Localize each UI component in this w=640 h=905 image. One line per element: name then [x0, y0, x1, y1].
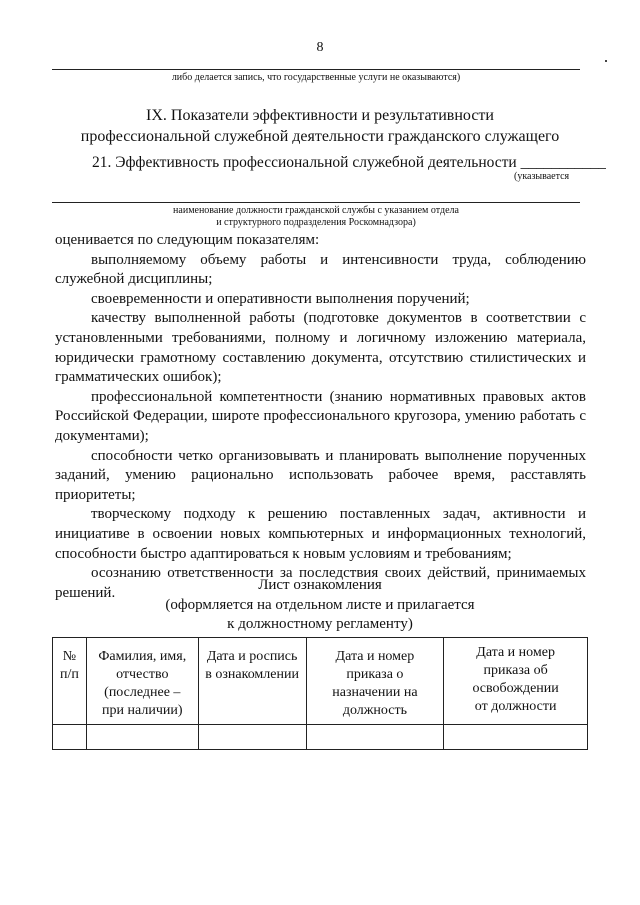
paragraph: оценивается по следующим показателям:: [55, 232, 320, 248]
heading-line-2: профессиональной служебной деятельности гражданского служащего: [80, 128, 560, 145]
top-note: либо делается запись, что государственные услуги не оказываются): [171, 72, 461, 83]
position-note-line-1: наименование должности гражданской службы с указанием отдела: [173, 205, 459, 216]
scan-speck: [605, 60, 607, 62]
table-cell[interactable]: [86, 725, 198, 750]
header-number: № п/п: [53, 638, 87, 725]
heading-line-1: IX. Показатели эффективности и результативности: [146, 107, 494, 124]
position-note-line-2: и структурного подразделения Роскомнадзора): [216, 217, 416, 228]
paragraph: качеству выполненной работы (подготовке документов в соответствии с установленными требованиями, полному и логичному изложению материала, юридически грамотному составлению документа, отсутствию стилистических и грамматических ошибок);: [55, 310, 586, 386]
header-full-name: Фамилия, имя, отчество (последнее – при наличии): [86, 638, 198, 725]
table-header-row: [53, 638, 588, 725]
position-note: [52, 205, 580, 229]
specify-note: (указывается: [514, 171, 570, 182]
page-number: 8: [316, 40, 324, 55]
sheet-title-line-1: Лист ознакомления: [258, 577, 382, 593]
sheet-title-line-2: (оформляется на отдельном листе и прилагается: [165, 596, 475, 613]
item-21-label: 21. Эффективность профессиональной служебной деятельности ___________: [92, 154, 606, 171]
paragraph: способности четко организовывать и планировать выполнение порученных заданий, умению рационально использовать рабочее время, расставлять приоритеты;: [55, 447, 586, 503]
position-rule: [52, 202, 580, 203]
paragraph: своевременности и оперативности выполнения поручений;: [91, 290, 470, 307]
acquaintance-sheet-title: [0, 576, 640, 635]
table-cell[interactable]: [198, 725, 306, 750]
section-heading: [40, 105, 600, 147]
paragraph: профессиональной компетентности (знанию нормативных правовых актов Российской Федерации, широте профессионального кругозора, умению работать с документами);: [55, 388, 586, 444]
header-acquaintance-date: Дата и роспись в ознакомлении: [198, 638, 306, 725]
paragraph: творческому подходу к решению поставленных задач, активности и инициативе в освоении новых компьютерных и информационных технологий, способности быстро адаптироваться к новым условиям и требованиям;: [55, 506, 586, 562]
table-cell[interactable]: [53, 725, 87, 750]
paragraph: выполняемому объему работы и интенсивности труда, соблюдению служебной дисциплины;: [55, 251, 586, 288]
table-row: [53, 725, 588, 750]
header-dismissal-order: Дата и номер приказа об освобождении от должности: [444, 638, 588, 725]
table-cell[interactable]: [444, 725, 588, 750]
table-cell[interactable]: [306, 725, 444, 750]
paragraph: осознанию ответственности за последствия своих действий, принимаемых решений.: [55, 565, 586, 601]
sheet-title-line-3: к должностному регламенту): [227, 616, 413, 632]
top-rule: [52, 69, 580, 70]
acquaintance-table: [52, 637, 588, 750]
header-appointment-order: Дата и номер приказа о назначении на должность: [306, 638, 444, 725]
indicators-text: [55, 231, 586, 603]
